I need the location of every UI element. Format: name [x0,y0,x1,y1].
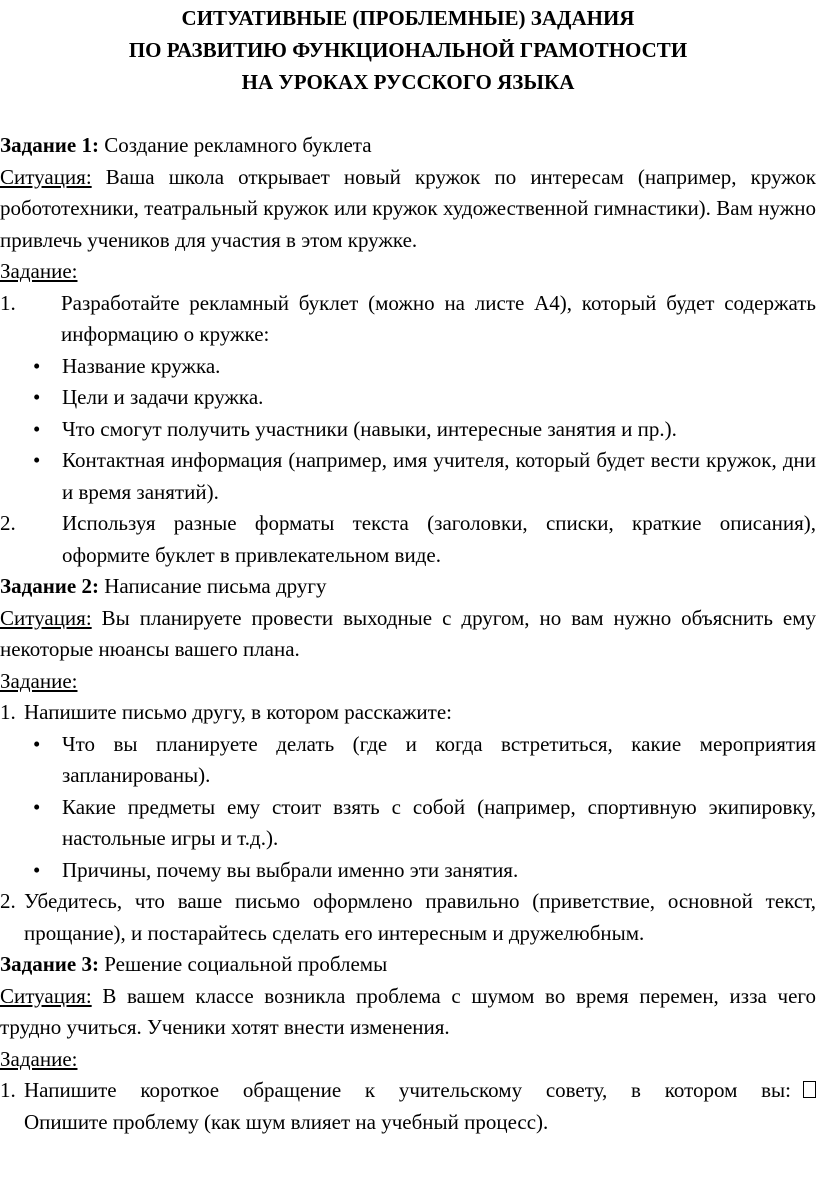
task-1-situation-text: Ваша школа открывает новый кружок по интересам (например, кружок робототехники, театральный кружок или кружок художественной гимнастики). Вам нужно привлечь учеников для участия в этом кружке. [0,164,816,252]
task-1 [0,130,816,571]
step-text: Напишите короткое обращение к учительскому совету, в котором вы: [24,1078,791,1102]
step-number: 1. [0,1078,16,1102]
situation-label: Ситуация: [0,605,92,630]
bullet-icon: • [33,448,41,472]
task-3 [0,949,816,1138]
task-2-bullet-list [0,729,816,887]
task-2 [0,571,816,949]
step-text: Разработайте рекламный буклет (можно на листе А4), который будет содержать информацию о кружке: [61,290,816,346]
title-line-1: СИТУАТИВНЫЕ (ПРОБЛЕМНЫЕ) ЗАДАНИЯ [181,6,635,30]
list-item: • Что вы планируете делать (где и когда встретиться, какие мероприятия запланированы). [0,729,816,792]
list-item: • Контактная информация (например, имя учителя, который будет вести кружок, дни и время занятий). [0,445,816,508]
bullet-icon: • [33,385,41,409]
step-continuation: Опишите проблему (как шум влияет на учебный процесс). [24,1109,549,1134]
task-1-bullet-list [0,351,816,509]
task-3-step-1 [0,1075,816,1138]
list-item: • Что смогут получить участники (навыки, интересные занятия и пр.). [0,414,816,446]
task-3-heading [0,949,816,981]
situation-label: Ситуация: [0,983,92,1008]
task-2-situation-text: Вы планируете провести выходные с другом, но вам нужно объяснить ему некоторые нюансы вашего плана. [0,605,816,661]
task-label: Задание: [0,259,78,283]
list-item: • Какие предметы ему стоит взять с собой (например, спортивную экипировку, настольные игры и т.д.). [0,792,816,855]
step-text: Напишите письмо другу, в котором расскажите: [24,700,452,724]
task-3-label: Задание 3: [0,952,99,976]
bullet-icon: • [33,416,41,441]
step-text: Убедитесь, что ваше письмо оформлено правильно (приветствие, основной текст, прощание), и постарайтесь сделать его интересным и дружелюбным. [24,889,816,945]
task-label: Задание: [0,1046,78,1071]
task-label: Задание: [0,668,78,693]
task-1-label: Задание 1: [0,133,99,157]
bullet-icon: • [33,857,41,882]
step-number: 1. [0,700,16,724]
task-2-name: Написание письма другу [104,574,327,598]
task-2-situation [0,603,816,666]
task-1-heading [0,130,816,162]
step-number: 1. [0,290,16,315]
checkbox-square-icon [803,1081,816,1098]
bullet-icon: • [33,353,41,378]
task-1-step-2 [0,508,816,571]
list-item: • Цели и задачи кружка. [0,382,816,414]
bullet-icon: • [33,794,41,819]
task-2-label: Задание 2: [0,574,99,598]
title-line-2: ПО РАЗВИТИЮ ФУНКЦИОНАЛЬНОЙ ГРАМОТНОСТИ [128,38,688,62]
step-text: Используя разные форматы текста (заголовки, списки, краткие описания), оформите буклет в привлекательном виде. [62,511,816,567]
list-item: • Название кружка. [0,351,816,383]
bullet-icon: • [33,731,41,756]
title-line-3: НА УРОКАХ РУССКОГО ЯЗЫКА [241,70,575,94]
step-number: 2. [0,889,16,913]
task-3-name: Решение социальной проблемы [104,952,388,976]
task-1-situation [0,162,816,257]
task-1-name: Создание рекламного буклета [104,133,372,157]
task-2-heading [0,571,816,603]
task-3-situation [0,981,816,1044]
situation-label: Ситуация: [0,164,92,189]
document-title [0,2,816,98]
task-2-step-2 [0,886,816,949]
step-number: 2. [0,511,16,535]
list-item: • Причины, почему вы выбрали именно эти занятия. [0,855,816,887]
task-2-step-1 [0,697,816,729]
task-3-situation-text: В вашем классе возникла проблема с шумом во время перемен, изза чего трудно учиться. Ученики хотят внести изменения. [0,983,816,1039]
task-1-step-1 [0,288,816,351]
